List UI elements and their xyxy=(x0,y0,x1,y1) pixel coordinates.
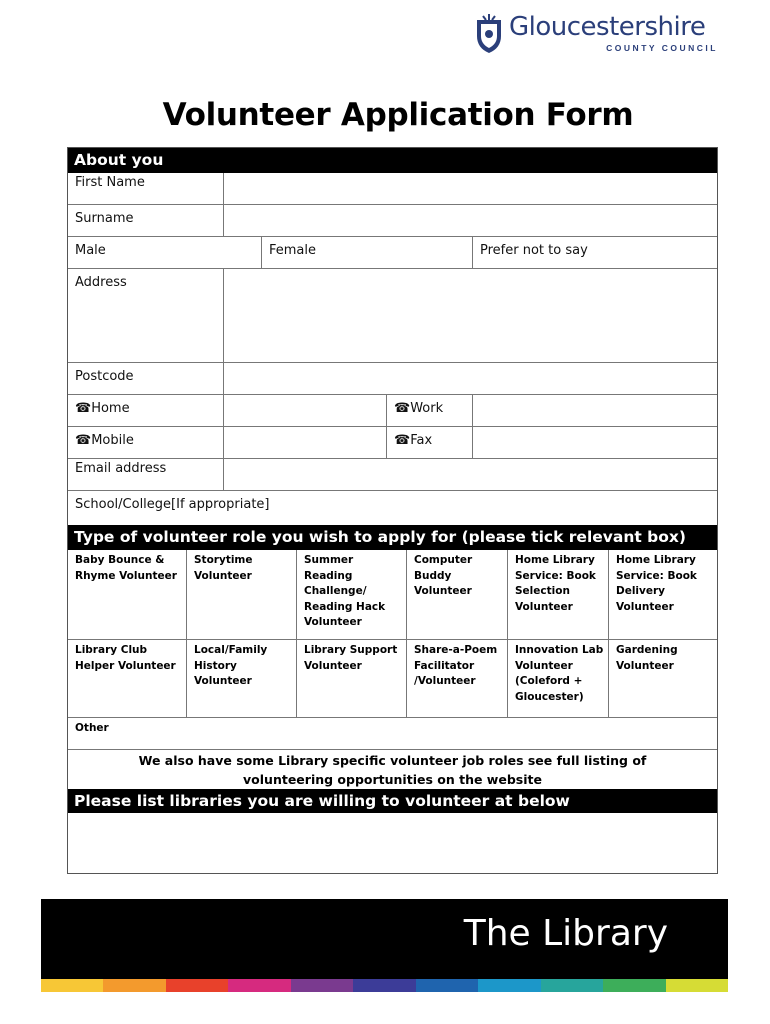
color-stripe xyxy=(603,979,665,992)
about-you-header: About you xyxy=(68,148,717,173)
color-stripe xyxy=(166,979,228,992)
other-role-row[interactable] xyxy=(68,718,717,750)
library-banner xyxy=(41,899,728,979)
color-stripes xyxy=(41,979,728,992)
role-library-club[interactable]: Library Club Helper Volunteer xyxy=(75,644,176,672)
mobile-phone-field[interactable] xyxy=(223,427,386,458)
mobile-phone-label: ☎Mobile xyxy=(75,433,134,448)
first-name-field[interactable] xyxy=(223,173,717,204)
first-name-label: First Name xyxy=(75,175,145,190)
crest-icon xyxy=(473,14,505,54)
prefer-not-to-say-option[interactable]: Prefer not to say xyxy=(472,237,717,268)
role-share-a-poem[interactable]: Share-a-Poem Facilitator /Volunteer xyxy=(406,640,507,717)
address-row xyxy=(68,269,717,363)
role-library-support[interactable]: Library Support Volunteer xyxy=(296,640,406,717)
home-work-row xyxy=(68,395,717,427)
color-stripe xyxy=(353,979,415,992)
address-label: Address xyxy=(75,275,127,290)
school-row[interactable] xyxy=(68,491,717,525)
postcode-label: Postcode xyxy=(75,369,134,384)
logo-name: Gloucestershire xyxy=(509,12,706,42)
role-storytime[interactable]: Storytime Volunteer xyxy=(186,550,296,639)
role-type-header: Type of volunteer role you wish to apply for (please tick relevant box) xyxy=(68,525,717,550)
postcode-field[interactable] xyxy=(223,363,717,394)
color-stripe xyxy=(666,979,728,992)
work-phone-field[interactable] xyxy=(472,395,717,426)
library-roles-note: We also have some Library specific volunteer job roles see full listing of volunteering opportunities on the website xyxy=(138,753,647,787)
surname-row xyxy=(68,205,717,237)
color-stripe xyxy=(103,979,165,992)
page-title: Volunteer Application Form xyxy=(162,97,634,133)
home-phone-field[interactable] xyxy=(223,395,386,426)
work-phone-label: ☎Work xyxy=(386,395,472,426)
role-row-2 xyxy=(68,640,717,718)
surname-label: Surname xyxy=(75,211,134,226)
logo-subtitle: COUNTY COUNCIL xyxy=(606,43,718,53)
role-home-library-delivery[interactable]: Home Library Service: Book Delivery Volunteer xyxy=(608,550,717,639)
color-stripe xyxy=(41,979,103,992)
other-role-label: Other xyxy=(75,722,109,734)
color-stripe xyxy=(478,979,540,992)
gender-row xyxy=(68,237,717,269)
role-innovation-lab[interactable]: Innovation Lab Volunteer (Coleford + Gloucester) xyxy=(507,640,608,717)
libraries-field[interactable] xyxy=(68,813,717,874)
color-stripe xyxy=(416,979,478,992)
email-field[interactable] xyxy=(223,459,717,490)
fax-field[interactable] xyxy=(472,427,717,458)
male-option[interactable]: Male xyxy=(75,243,106,258)
email-row xyxy=(68,459,717,491)
color-stripe xyxy=(291,979,353,992)
banner-text: The Library xyxy=(463,913,668,954)
first-name-row xyxy=(68,173,717,205)
home-phone-label: ☎Home xyxy=(75,401,130,416)
libraries-header: Please list libraries you are willing to volunteer at below xyxy=(68,789,717,813)
female-option[interactable]: Female xyxy=(261,237,472,268)
role-home-library-selection[interactable]: Home Library Service: Book Selection Volunteer xyxy=(507,550,608,639)
fax-label: ☎Fax xyxy=(386,427,472,458)
email-label: Email address xyxy=(75,461,167,476)
role-row-1 xyxy=(68,550,717,640)
address-field[interactable] xyxy=(223,269,717,362)
role-gardening[interactable]: Gardening Volunteer xyxy=(608,640,717,717)
color-stripe xyxy=(228,979,290,992)
role-local-history[interactable]: Local/Family History Volunteer xyxy=(186,640,296,717)
school-label: School/College[If appropriate] xyxy=(75,497,270,512)
role-computer-buddy[interactable]: Computer Buddy Volunteer xyxy=(406,550,507,639)
color-stripe xyxy=(541,979,603,992)
surname-field[interactable] xyxy=(223,205,717,236)
postcode-row xyxy=(68,363,717,395)
council-logo xyxy=(473,12,718,62)
mobile-fax-row xyxy=(68,427,717,459)
role-baby-bounce[interactable]: Baby Bounce & Rhyme Volunteer xyxy=(75,554,177,582)
role-summer-reading[interactable]: Summer Reading Challenge/ Reading Hack Volunteer xyxy=(296,550,406,639)
application-form xyxy=(67,147,718,874)
